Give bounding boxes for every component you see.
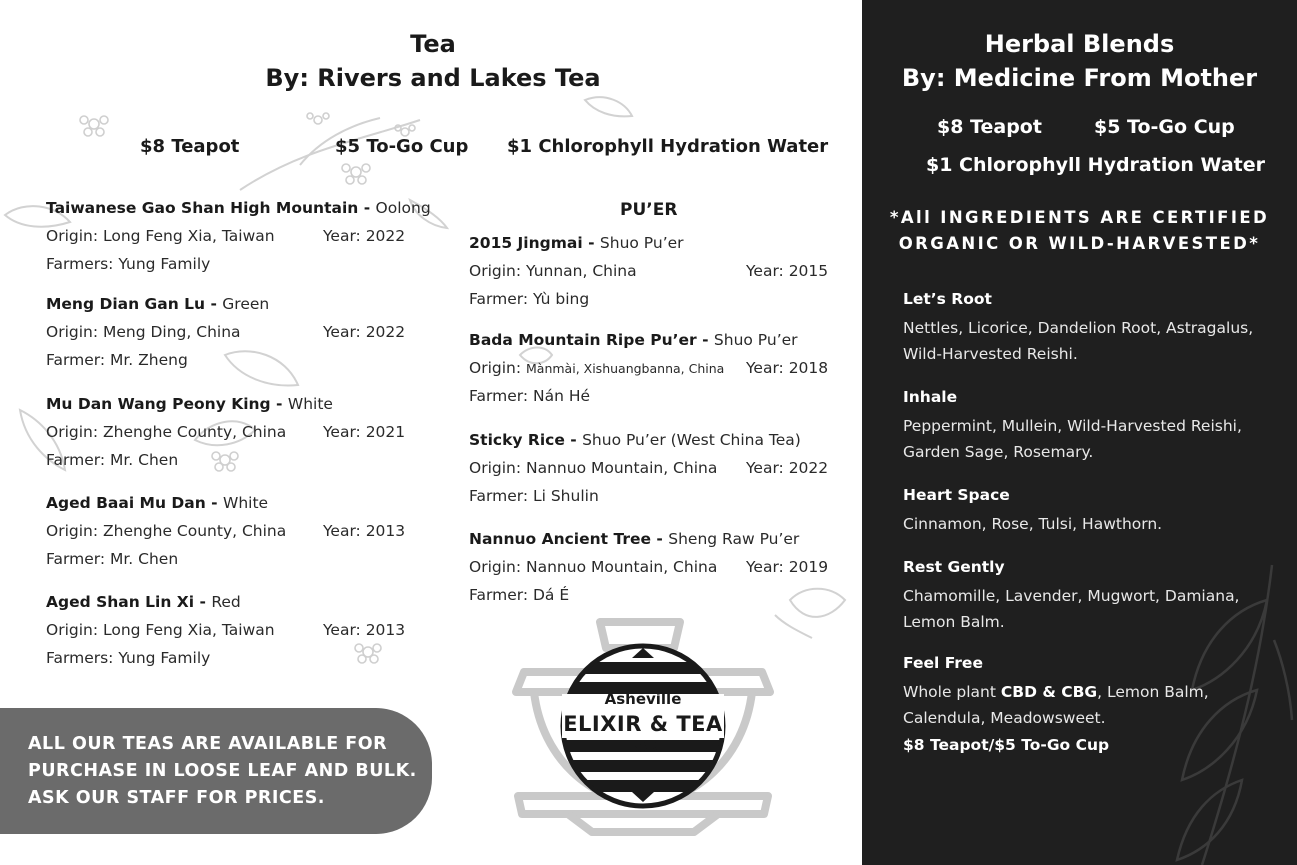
tea-farmer: Farmer: Mr. Zheng	[46, 351, 188, 369]
logo-line-3: BAR	[628, 741, 658, 756]
tea-farmer: Farmer: Nán Hé	[469, 387, 591, 405]
ingredients-highlight: CBD & CBG	[1000, 683, 1098, 701]
notice-line: ALL OUR TEAS ARE AVAILABLE FOR	[28, 734, 388, 754]
blend-item	[903, 484, 1263, 537]
tea-origin-label: Origin:	[469, 558, 522, 576]
tea-origin: Origin: Zhenghe County, China	[46, 423, 287, 441]
tea-item: Taiwanese Gao Shan High Mountain - Oolong Origin: Long Feng Xia, Taiwan Year: 2022 Farmers: Yung Family	[46, 199, 431, 273]
tea-name: 2015 Jingmai	[469, 234, 583, 252]
certification-line: ORGANIC OR WILD-HARVESTED*	[898, 234, 1261, 253]
tea-origin: Origin: Long Feng Xia, Taiwan	[46, 227, 275, 245]
blend-item	[903, 288, 1263, 367]
tea-name: Aged Shan Lin Xi	[46, 593, 195, 611]
tea-item: Aged Baai Mu Dan - White Origin: Zhenghe County, China Year: 2013 Farmer: Mr. Chen	[46, 494, 406, 568]
tea-farmer: Farmer: Li Shulin	[469, 487, 599, 505]
blend-ingredients: Garden Sage, Rosemary.	[903, 443, 1094, 461]
tea-item: Sticky Rice - Shuo Pu’er (West China Tea) Origin: Nannuo Mountain, China Year: 2022 Farmer: Li Shulin	[469, 431, 829, 505]
tea-year: Year: 2019	[746, 558, 829, 576]
tea-year: Year: 2013	[323, 522, 406, 540]
tea-name: Aged Baai Mu Dan	[46, 494, 206, 512]
blend-ingredients: Peppermint, Mullein, Wild-Harvested Reishi,	[903, 417, 1242, 435]
ingredients-text: Whole plant	[903, 683, 1001, 701]
tea-year: Year: 2013	[323, 621, 406, 639]
tea-type: Shuo Pu’er	[599, 234, 684, 252]
tea-farmer: Farmers: Yung Family	[46, 255, 211, 273]
notice-line: PURCHASE IN LOOSE LEAF AND BULK.	[28, 761, 417, 781]
tea-year: Year: 2021	[323, 423, 406, 441]
tea-name: Nannuo Ancient Tree	[469, 530, 652, 548]
blend-name: Rest Gently	[903, 558, 1005, 576]
tea-farmer: Farmers: Yung Family	[46, 649, 211, 667]
tea-type: White	[223, 494, 269, 512]
tea-item: 2015 Jingmai - Shuo Pu’er Origin: Yunnan, China Year: 2015 Farmer: Yù bing	[469, 234, 829, 308]
blend-ingredients: Cinnamon, Rose, Tulsi, Hawthorn.	[903, 515, 1163, 533]
tea-origin: Origin: Zhenghe County, China	[46, 522, 287, 540]
blend-item	[903, 556, 1263, 635]
blend-ingredients: Calendula, Meadowsweet.	[903, 709, 1106, 727]
blend-ingredients	[903, 679, 1263, 705]
tea-origin: Origin: Long Feng Xia, Taiwan	[46, 621, 275, 639]
tea-item: Aged Shan Lin Xi - Red Origin: Long Feng Xia, Taiwan Year: 2013 Farmers: Yung Family	[46, 593, 406, 667]
tea-name: Mu Dan Wang Peony King	[46, 395, 271, 413]
tea-name: Sticky Rice	[469, 431, 565, 449]
blend-price: $8 Teapot/$5 To-Go Cup	[903, 736, 1110, 754]
tea-year: Year: 2018	[746, 359, 829, 377]
logo-line-2: ELIXIR & TEA	[563, 712, 723, 736]
blend-ingredients: Nettles, Licorice, Dandelion Root, Astragalus,	[903, 319, 1254, 337]
blend-item	[903, 652, 1263, 731]
price-chlorophyll-water: $1 Chlorophyll Hydration Water	[507, 136, 829, 157]
tea-farmer: Farmer: Yù bing	[469, 290, 590, 308]
certification-line: *All INGREDIENTS ARE CERTIFIED	[889, 208, 1270, 227]
tea-type: Sheng Raw Pu’er	[668, 530, 800, 548]
tea-type: Green	[222, 295, 270, 313]
blend-name: Feel Free	[903, 654, 983, 672]
tea-farmer: Farmer: Mr. Chen	[46, 550, 179, 568]
tea-item: Nannuo Ancient Tree - Sheng Raw Pu’er Origin: Nannuo Mountain, China Year: 2019 Farmer: Dá É	[469, 530, 829, 604]
tea-farmer: Farmer: Dá É	[469, 586, 570, 604]
ingredients-text: , Lemon Balm,	[1097, 683, 1209, 701]
tea-type: Red	[211, 593, 241, 611]
tea-type: Shuo Pu’er	[713, 331, 798, 349]
blend-name: Inhale	[903, 388, 958, 406]
tea-item: Mu Dan Wang Peony King - White Origin: Zhenghe County, China Year: 2021 Farmer: Mr. Chen	[46, 395, 406, 469]
tea-title: Tea	[410, 30, 456, 58]
price-teapot: $8 Teapot	[140, 136, 240, 157]
herbal-title: Herbal Blends	[984, 30, 1175, 58]
tea-type: White	[287, 395, 333, 413]
tea-name: Taiwanese Gao Shan High Mountain	[46, 199, 359, 217]
tea-farmer: Farmer: Mr. Chen	[46, 451, 179, 469]
puer-heading: PU’ER	[620, 200, 678, 220]
tea-year: Year: 2022	[323, 227, 406, 245]
blend-ingredients: Wild-Harvested Reishi.	[903, 345, 1078, 363]
tea-name: Meng Dian Gan Lu	[46, 295, 206, 313]
tea-subtitle: By: Rivers and Lakes Tea	[265, 64, 601, 92]
blend-name: Heart Space	[903, 486, 1010, 504]
tea-type: Shuo Pu’er (West China Tea)	[582, 431, 801, 449]
tea-item: Bada Mountain Ripe Pu’er - Shuo Pu’er Origin: Mànmài, Xishuangbanna, China Year: 2018 Farmer: Nán Hé	[469, 331, 829, 405]
tea-origin: Nannuo Mountain, China	[526, 459, 718, 477]
tea-origin-label: Origin:	[469, 359, 522, 377]
notice-line: ASK OUR STAFF FOR PRICES.	[28, 788, 325, 808]
tea-origin: Yunnan, China	[526, 262, 637, 280]
tea-name: Bada Mountain Ripe Pu’er	[469, 331, 697, 349]
tea-year: Year: 2015	[746, 262, 829, 280]
tea-origin: Origin: Meng Ding, China	[46, 323, 241, 341]
herbal-price-to-go-cup: $5 To-Go Cup	[1094, 116, 1235, 138]
price-to-go-cup: $5 To-Go Cup	[335, 136, 469, 157]
herbal-price-teapot: $8 Teapot	[937, 116, 1042, 138]
blend-name: Let’s Root	[903, 290, 992, 308]
blend-ingredients: Chamomille, Lavender, Mugwort, Damiana,	[903, 587, 1240, 605]
tea-year: Year: 2022	[746, 459, 829, 477]
logo-line-1: Asheville	[604, 690, 682, 708]
blend-ingredients: Lemon Balm.	[903, 613, 1005, 631]
bulk-purchase-notice	[0, 708, 432, 834]
herbal-subtitle: By: Medicine From Mother	[901, 64, 1258, 92]
tea-year: Year: 2022	[323, 323, 406, 341]
herbal-blends-panel	[862, 0, 1297, 865]
tea-type: Oolong	[375, 199, 431, 217]
tea-item: Meng Dian Gan Lu - Green Origin: Meng Ding, China Year: 2022 Farmer: Mr. Zheng	[46, 295, 406, 369]
tea-origin-label: Origin:	[469, 459, 522, 477]
tea-origin-label: Origin:	[469, 262, 522, 280]
herbal-price-chlorophyll-water: $1 Chlorophyll Hydration Water	[926, 154, 1265, 176]
blend-item	[903, 386, 1263, 465]
tea-origin: Mànmài, Xishuangbanna, China	[526, 361, 725, 376]
tea-origin: Nannuo Mountain, China	[526, 558, 718, 576]
